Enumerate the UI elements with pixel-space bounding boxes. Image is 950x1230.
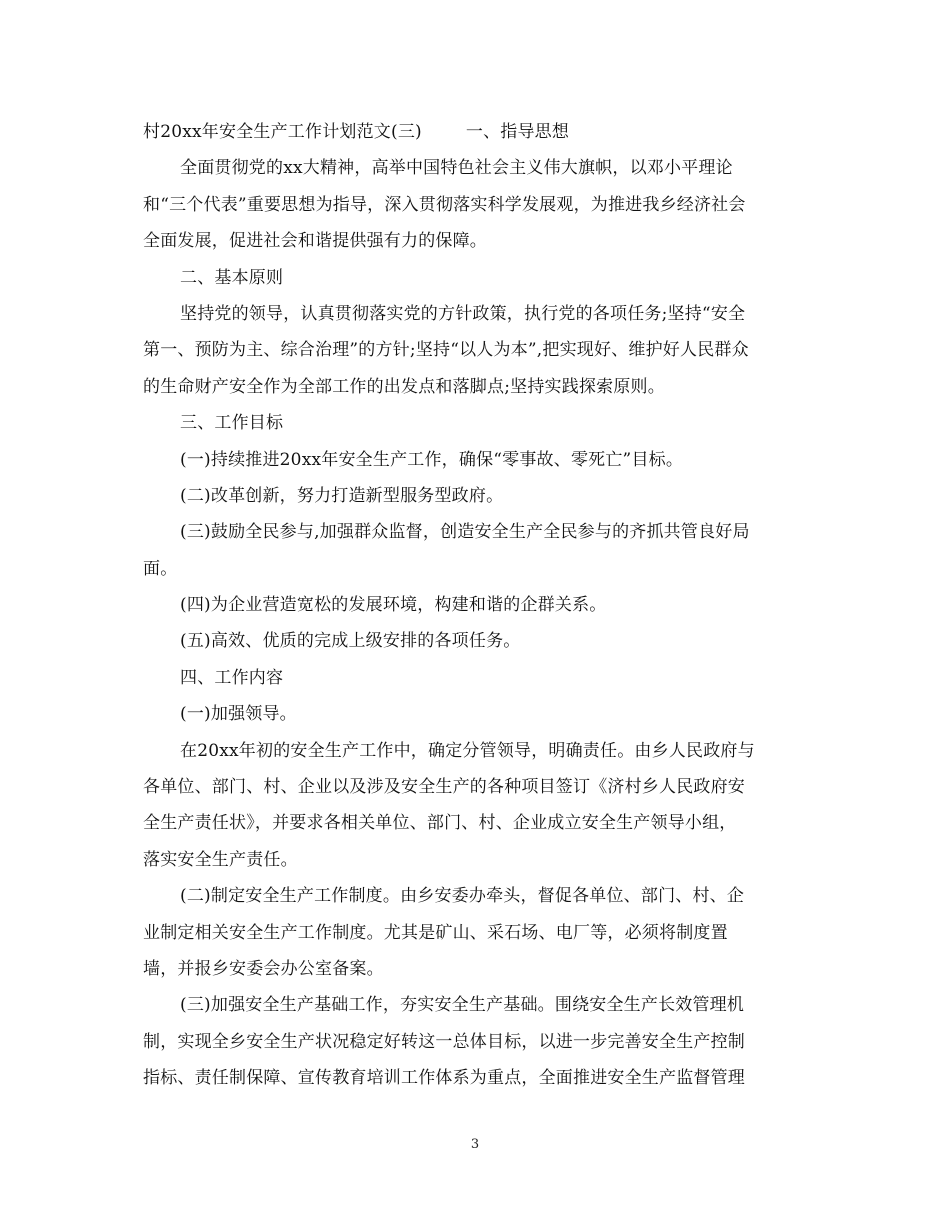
text-line: (一)持续推进20xx年安全生产工作，确保“零事故、零死亡”目标。 — [180, 449, 684, 470]
text-line: 全面发展，促进社会和谐提供强有力的保障。 — [143, 231, 487, 252]
text-line: 墙，并报乡安委会办公室备案。 — [143, 958, 384, 979]
text-line: 和“三个代表”重要思想为指导，深入贯彻落实科学发展观，为推进我乡经济社会 — [143, 194, 746, 215]
section-heading-1: 一、指导思想 — [465, 122, 570, 142]
text-line: 全生产责任状》，并要求各相关单位、部门、村、企业成立安全生产领导小组， — [143, 813, 737, 834]
text-line: (一)加强领导。 — [180, 704, 297, 725]
text-line: 的生命财产安全作为全部工作的出发点和落脚点;坚持实践探索原则。 — [143, 376, 665, 397]
text-line: 在20xx年初的安全生产工作中，确定分管领导，明确责任。由乡人民政府与 — [180, 740, 755, 761]
text-line: (五)高效、优质的完成上级安排的各项任务。 — [180, 631, 521, 652]
document-title: 村20xx年安全生产工作计划范文(三) — [143, 122, 422, 142]
text-line: (四)为企业营造宽松的发展环境，构建和谐的企群关系。 — [180, 595, 607, 616]
text-line: 指标、责任制保障、宣传教育培训工作体系为重点，全面推进安全生产监督管理 — [143, 1068, 745, 1089]
document-body — [143, 114, 813, 1097]
text-line: 落实安全生产责任。 — [143, 849, 298, 870]
text-line: (二)改革创新，努力打造新型服务型政府。 — [180, 485, 504, 506]
text-line: (二)制定安全生产工作制度。由乡安委办牵头，督促各单位、部门、村、企 — [180, 886, 745, 907]
text-line: 各单位、部门、村、企业以及涉及安全生产的各种项目签订《济村乡人民政府安 — [143, 777, 745, 798]
text-line: 制，实现全乡安全生产状况稳定好转这一总体目标，以进一步完善安全生产控制 — [143, 1031, 745, 1052]
text-line: 第一、预防为主、综合治理”的方针;坚持“以人为本”,把实现好、维护好人民群众 — [143, 340, 749, 361]
page-number: 3 — [470, 1137, 480, 1152]
title-line — [143, 114, 813, 150]
text-line: 二、基本原则 — [180, 267, 284, 288]
text-line: 四、工作内容 — [180, 667, 284, 688]
paragraph-lines — [143, 150, 813, 1096]
text-line: 坚持党的领导，认真贯彻落实党的方针政策，执行党的各项任务;坚持“安全 — [180, 303, 746, 324]
text-line: 业制定相关安全生产工作制度。尤其是矿山、采石场、电厂等，必须将制度置 — [143, 922, 728, 943]
text-line: 面。 — [143, 558, 178, 579]
text-line: (三)加强安全生产基础工作，夯实安全生产基础。围绕安全生产长效管理机 — [180, 995, 745, 1016]
text-line: 全面贯彻党的xx大精神，高举中国特色社会主义伟大旗帜，以邓小平理论 — [180, 158, 733, 179]
text-line: (三)鼓励全民参与,加强群众监督，创造安全生产全民参与的齐抓共管良好局 — [180, 522, 750, 543]
text-line: 三、工作目标 — [180, 413, 284, 434]
